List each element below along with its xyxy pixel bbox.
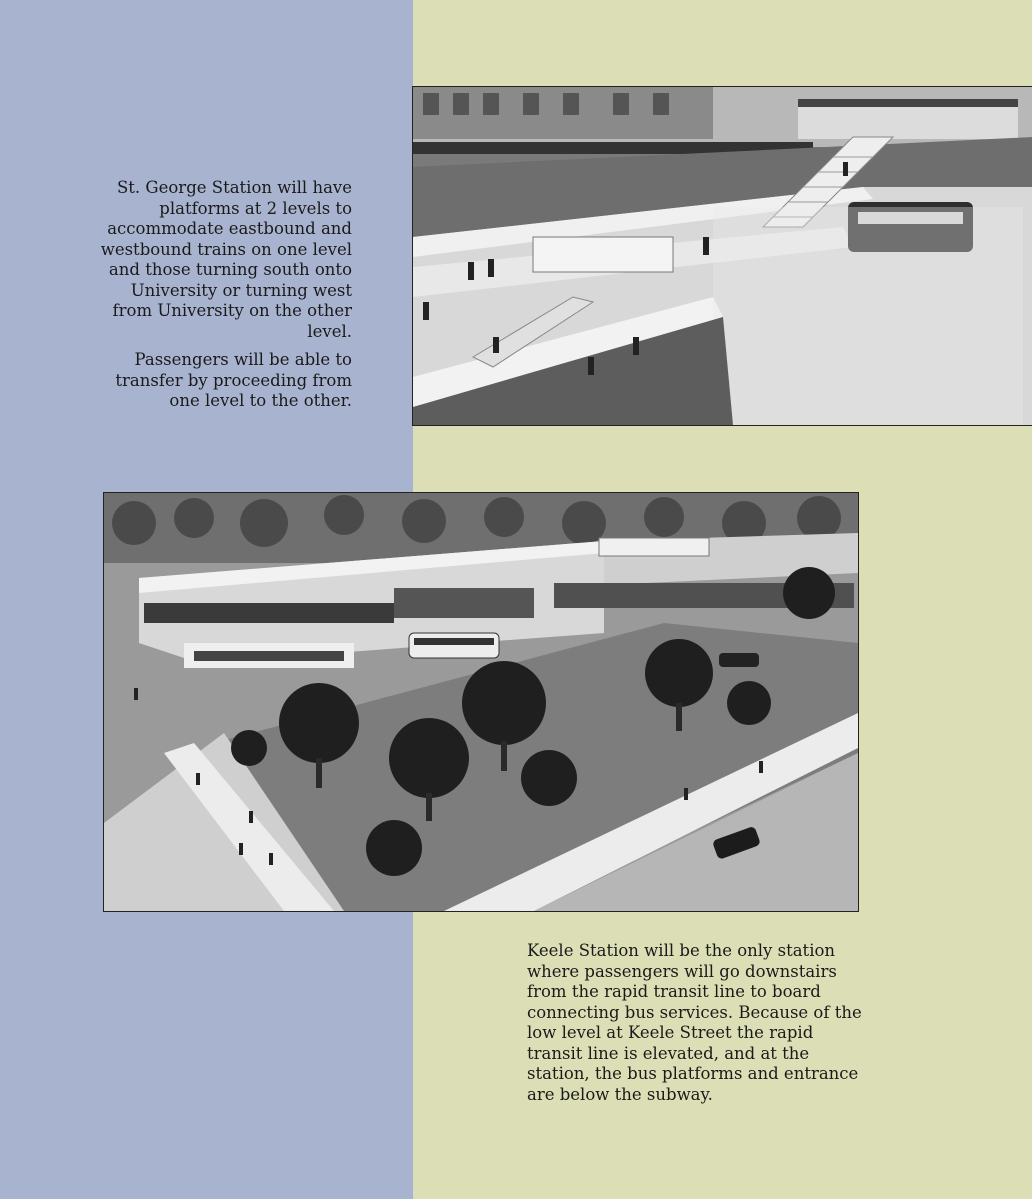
keele-caption <box>527 941 867 1105</box>
st-george-paragraph-1: St. George Station will have platforms at 2 levels to accommodate eastbound and westbound trains on one level and those turning south onto University or turning west from University on the other level. <box>100 178 352 341</box>
st-george-paragraph-2: Passengers will be able to transfer by proceeding from one level to the other. <box>115 350 352 410</box>
st-george-caption <box>96 178 352 412</box>
st-george-illustration-icon <box>412 86 1032 426</box>
keele-paragraph: Keele Station will be the only station where passengers will go downstairs from the rapid transit line to board connecting bus services. Because of the low level at Keele Street the rapid transit line is elevated, and at the station, the bus platforms and entrance are below the subway. <box>527 941 862 1104</box>
keele-illustration-icon <box>103 492 859 912</box>
